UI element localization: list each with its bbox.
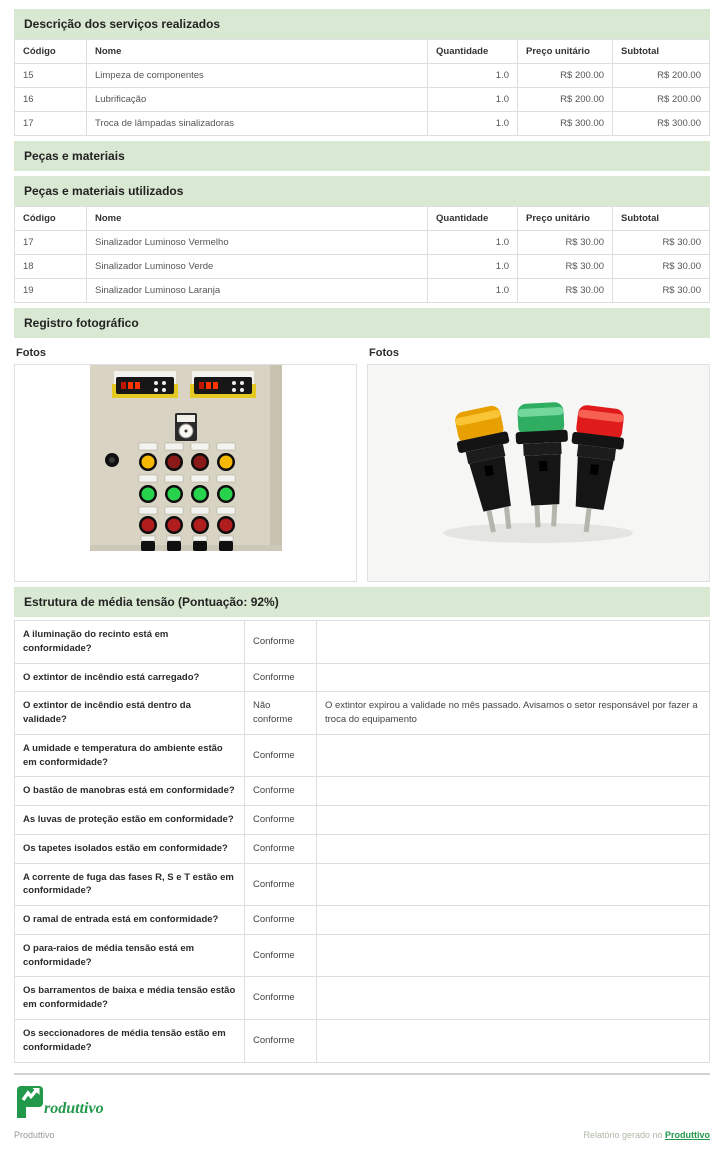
- checklist-question: A iluminação do recinto está em conformidade?: [15, 621, 245, 664]
- cell-quantidade: 1.0: [428, 64, 518, 88]
- checklist-row: [15, 906, 710, 935]
- cell-subtotal: R$ 300.00: [613, 112, 710, 136]
- checklist-answer: Conforme: [245, 834, 317, 863]
- checklist-question: A umidade e temperatura do ambiente estão em conformidade?: [15, 734, 245, 777]
- services-table: [14, 39, 710, 136]
- cell-codigo: 19: [15, 279, 87, 303]
- footer-generated-note: [583, 1130, 710, 1140]
- parts-table-header: [15, 207, 710, 231]
- checklist-comment: [317, 663, 710, 692]
- checklist-row: [15, 663, 710, 692]
- checklist-question: Os tapetes isolados estão em conformidade?: [15, 834, 245, 863]
- table-row: [15, 231, 710, 255]
- checklist-answer: Conforme: [245, 663, 317, 692]
- cell-codigo: 17: [15, 231, 87, 255]
- cell-nome: Sinalizador Luminoso Laranja: [87, 279, 428, 303]
- checklist-comment: O extintor expirou a validade no mês passado. Avisamos o setor responsável por fazer a troca do equipamento: [317, 692, 710, 735]
- photo-frame: [14, 364, 357, 582]
- column-header-quantidade: Quantidade: [428, 40, 518, 64]
- column-header-preco: Preço unitário: [518, 40, 613, 64]
- cell-preco: R$ 200.00: [518, 64, 613, 88]
- checklist-comment: [317, 1020, 710, 1063]
- checklist-answer: Conforme: [245, 734, 317, 777]
- footer: [14, 1063, 710, 1140]
- photo-label: Fotos: [16, 347, 46, 359]
- cell-subtotal: R$ 30.00: [613, 279, 710, 303]
- cell-quantidade: 1.0: [428, 231, 518, 255]
- footer-bottom-row: [14, 1130, 710, 1140]
- cell-codigo: 15: [15, 64, 87, 88]
- checklist-question: O extintor de incêndio está dentro da validade?: [15, 692, 245, 735]
- checklist-answer: Não conforme: [245, 692, 317, 735]
- checklist-row: [15, 806, 710, 835]
- cell-preco: R$ 30.00: [518, 255, 613, 279]
- cell-nome: Limpeza de componentes: [87, 64, 428, 88]
- cell-codigo: 16: [15, 88, 87, 112]
- checklist-answer: Conforme: [245, 806, 317, 835]
- footer-generated-prefix: Relatório gerado no: [583, 1129, 665, 1140]
- cell-nome: Troca de lâmpadas sinalizadoras: [87, 112, 428, 136]
- cell-quantidade: 1.0: [428, 255, 518, 279]
- checklist-answer: Conforme: [245, 977, 317, 1020]
- table-row: [15, 112, 710, 136]
- panel-gauge: [175, 413, 197, 441]
- checklist-comment: [317, 906, 710, 935]
- checklist-comment: [317, 934, 710, 977]
- checklist-question: Os seccionadores de média tensão estão em conformidade?: [15, 1020, 245, 1063]
- services-table-header: [15, 40, 710, 64]
- photo-column-right: [367, 344, 710, 582]
- photos-row: [14, 344, 710, 582]
- checklist-comment: [317, 863, 710, 906]
- checklist-comment: [317, 977, 710, 1020]
- table-row: [15, 255, 710, 279]
- checklist-question: As luvas de proteção estão em conformidade?: [15, 806, 245, 835]
- column-header-quantidade: Quantidade: [428, 207, 518, 231]
- checklist-answer: Conforme: [245, 1020, 317, 1063]
- checklist-question: O bastão de manobras está em conformidade?: [15, 777, 245, 806]
- produttivo-logo-text: roduttivo: [44, 1099, 104, 1117]
- cell-preco: R$ 300.00: [518, 112, 613, 136]
- checklist-comment: [317, 834, 710, 863]
- table-row: [15, 64, 710, 88]
- checklist-row: [15, 1020, 710, 1063]
- checklist-comment: [317, 806, 710, 835]
- checklist-row: [15, 977, 710, 1020]
- photo-column-left: [14, 344, 357, 582]
- checklist-row: [15, 734, 710, 777]
- column-header-nome: Nome: [87, 40, 428, 64]
- checklist-answer: Conforme: [245, 777, 317, 806]
- cell-nome: Sinalizador Luminoso Verde: [87, 255, 428, 279]
- checklist-answer: Conforme: [245, 863, 317, 906]
- produttivo-logo: [14, 1085, 144, 1121]
- checklist-row: [15, 934, 710, 977]
- indicator-lamps-photo: [368, 365, 709, 581]
- checklist-answer: Conforme: [245, 906, 317, 935]
- control-panel-photo: [90, 365, 282, 551]
- footer-company-name: Produttivo: [14, 1129, 55, 1140]
- cell-codigo: 18: [15, 255, 87, 279]
- section-title-parts-used: Peças e materiais utilizados: [14, 176, 710, 206]
- checklist-question: O extintor de incêndio está carregado?: [15, 663, 245, 692]
- checklist-comment: [317, 621, 710, 664]
- checklist-answer: Conforme: [245, 934, 317, 977]
- cell-subtotal: R$ 200.00: [613, 88, 710, 112]
- section-title-photos: Registro fotográfico: [14, 308, 710, 338]
- cell-quantidade: 1.0: [428, 88, 518, 112]
- checklist-question: A corrente de fuga das fases R, S e T estão em conformidade?: [15, 863, 245, 906]
- produttivo-link[interactable]: Produttivo: [665, 1129, 710, 1140]
- footer-divider: [14, 1073, 710, 1075]
- cell-quantidade: 1.0: [428, 112, 518, 136]
- checklist-row: [15, 621, 710, 664]
- section-title-checklist: Estrutura de média tensão (Pontuação: 92%): [14, 587, 710, 617]
- checklist-comment: [317, 777, 710, 806]
- checklist-row: [15, 692, 710, 735]
- cell-subtotal: R$ 30.00: [613, 255, 710, 279]
- checklist-row: [15, 777, 710, 806]
- table-row: [15, 88, 710, 112]
- checklist-question: O ramal de entrada está em conformidade?: [15, 906, 245, 935]
- column-header-codigo: Código: [15, 40, 87, 64]
- cell-subtotal: R$ 200.00: [613, 64, 710, 88]
- parts-table: [14, 206, 710, 303]
- column-header-preco: Preço unitário: [518, 207, 613, 231]
- cell-preco: R$ 200.00: [518, 88, 613, 112]
- checklist-question: Os barramentos de baixa e média tensão estão em conformidade?: [15, 977, 245, 1020]
- checklist-question: O para-raios de média tensão está em conformidade?: [15, 934, 245, 977]
- produttivo-logo-icon: [17, 1086, 43, 1118]
- column-header-nome: Nome: [87, 207, 428, 231]
- cell-preco: R$ 30.00: [518, 231, 613, 255]
- cell-nome: Sinalizador Luminoso Vermelho: [87, 231, 428, 255]
- photo-frame: [367, 364, 710, 582]
- cell-subtotal: R$ 30.00: [613, 231, 710, 255]
- column-header-codigo: Código: [15, 207, 87, 231]
- checklist-answer: Conforme: [245, 621, 317, 664]
- table-row: [15, 279, 710, 303]
- photo-label: Fotos: [369, 347, 399, 359]
- cell-codigo: 17: [15, 112, 87, 136]
- cell-quantidade: 1.0: [428, 279, 518, 303]
- cell-nome: Lubrificação: [87, 88, 428, 112]
- cell-preco: R$ 30.00: [518, 279, 613, 303]
- section-title-services: Descrição dos serviços realizados: [14, 9, 710, 39]
- checklist-row: [15, 834, 710, 863]
- section-title-parts: Peças e materiais: [14, 141, 710, 171]
- checklist-table: [14, 620, 710, 1063]
- column-header-subtotal: Subtotal: [613, 40, 710, 64]
- column-header-subtotal: Subtotal: [613, 207, 710, 231]
- checklist-row: [15, 863, 710, 906]
- checklist-comment: [317, 734, 710, 777]
